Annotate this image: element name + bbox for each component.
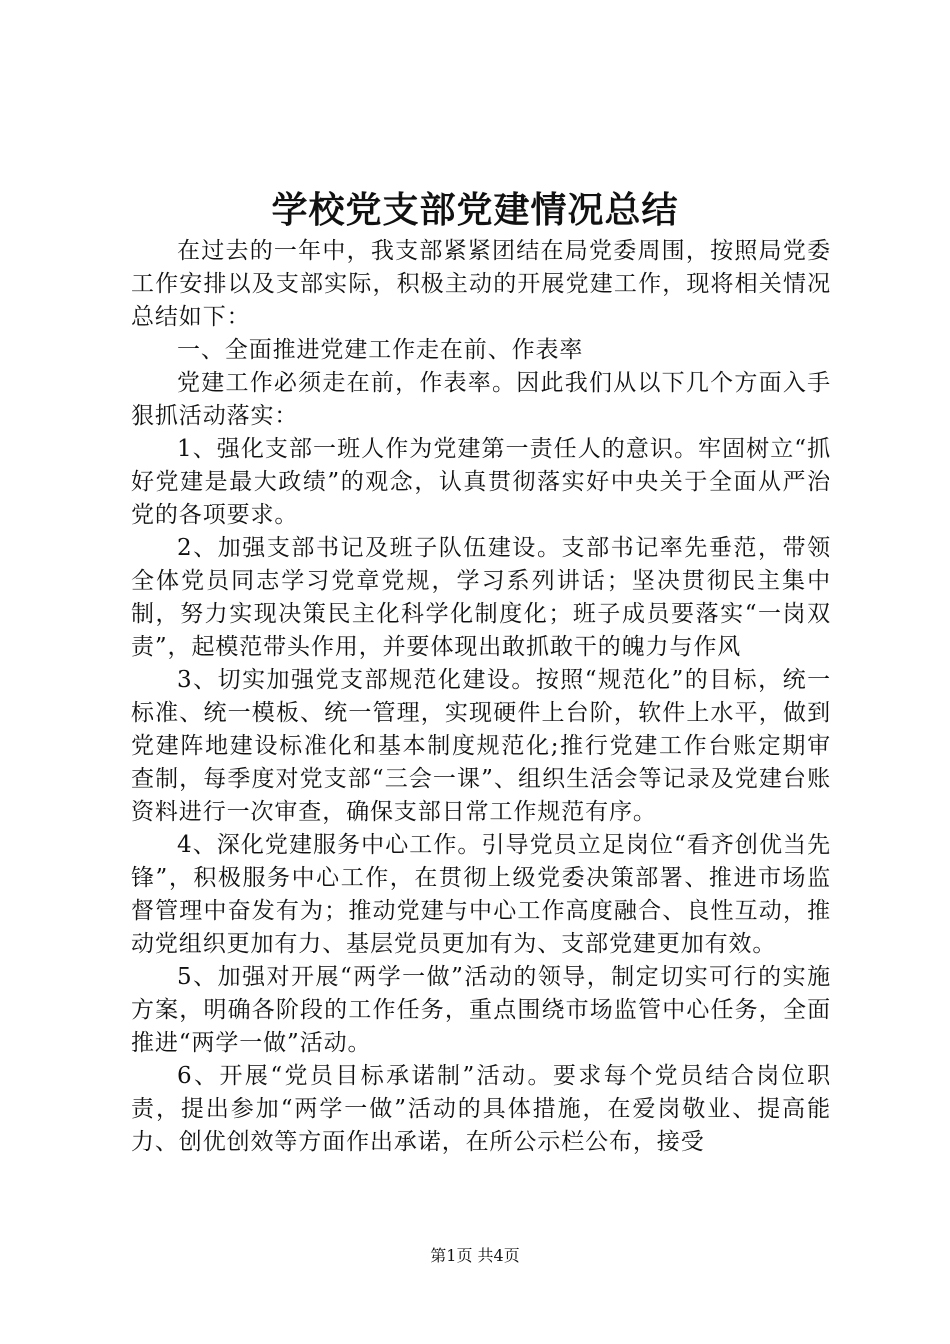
paragraph-item-2: 2、加强支部书记及班子队伍建设。支部书记率先垂范，带领全体党员同志学习党章党规，学习系列讲话；坚决贯彻民主集中制，努力实现决策民主化科学化制度化；班子成员要落实“一岗双责”，起模范带头作用，并要体现出敢抓敢干的魄力与作风	[131, 535, 831, 660]
paragraph-intro: 在过去的一年中，我支部紧紧团结在局党委周围，按照局党委工作安排以及支部实际，积极主动的开展党建工作，现将相关情况总结如下：	[131, 238, 831, 330]
section-heading-1: 一、全面推进党建工作走在前、作表率	[177, 337, 584, 363]
paragraph-item-3: 3、切实加强党支部规范化建设。按照“规范化”的目标，统一标准、统一模板、统一管理，实现硬件上台阶，软件上水平，做到党建阵地建设标准化和基本制度规范化;推行党建工作台账定期审查制，每季度对党支部“三会一课”、组织生活会等记录及党建台账资料进行一次审查，确保支部日常工作规范有序。	[131, 667, 831, 825]
paragraph-item-1: 1、强化支部一班人作为党建第一责任人的意识。牢固树立“抓好党建是最大政绩”的观念，认真贯彻落实好中央关于全面从严治党的各项要求。	[131, 436, 831, 528]
paragraph-item-5: 5、加强对开展“两学一做”活动的领导，制定切实可行的实施方案，明确各阶段的工作任务，重点围绕市场监管中心任务，全面推进“两学一做”活动。	[131, 964, 831, 1056]
paragraph-item-6: 6、开展“党员目标承诺制”活动。要求每个党员结合岗位职责，提出参加“两学一做”活动的具体措施，在爱岗敬业、提高能力、创优创效等方面作出承诺，在所公示栏公布，接受	[131, 1063, 831, 1155]
document-body	[131, 235, 831, 1159]
document-title: 学校党支部党建情况总结	[271, 189, 679, 231]
paragraph-item-4: 4、深化党建服务中心工作。引导党员立足岗位“看齐创优当先锋”，积极服务中心工作，在贯彻上级党委决策部署、推进市场监督管理中奋发有为；推动党建与中心工作高度融合、良性互动，推动党组织更加有力、基层党员更加有为、支部党建更加有效。	[131, 832, 831, 957]
paragraph-section-1-intro: 党建工作必须走在前，作表率。因此我们从以下几个方面入手狠抓活动落实：	[131, 370, 831, 429]
page-footer: 第1页 共4页	[430, 1246, 520, 1265]
